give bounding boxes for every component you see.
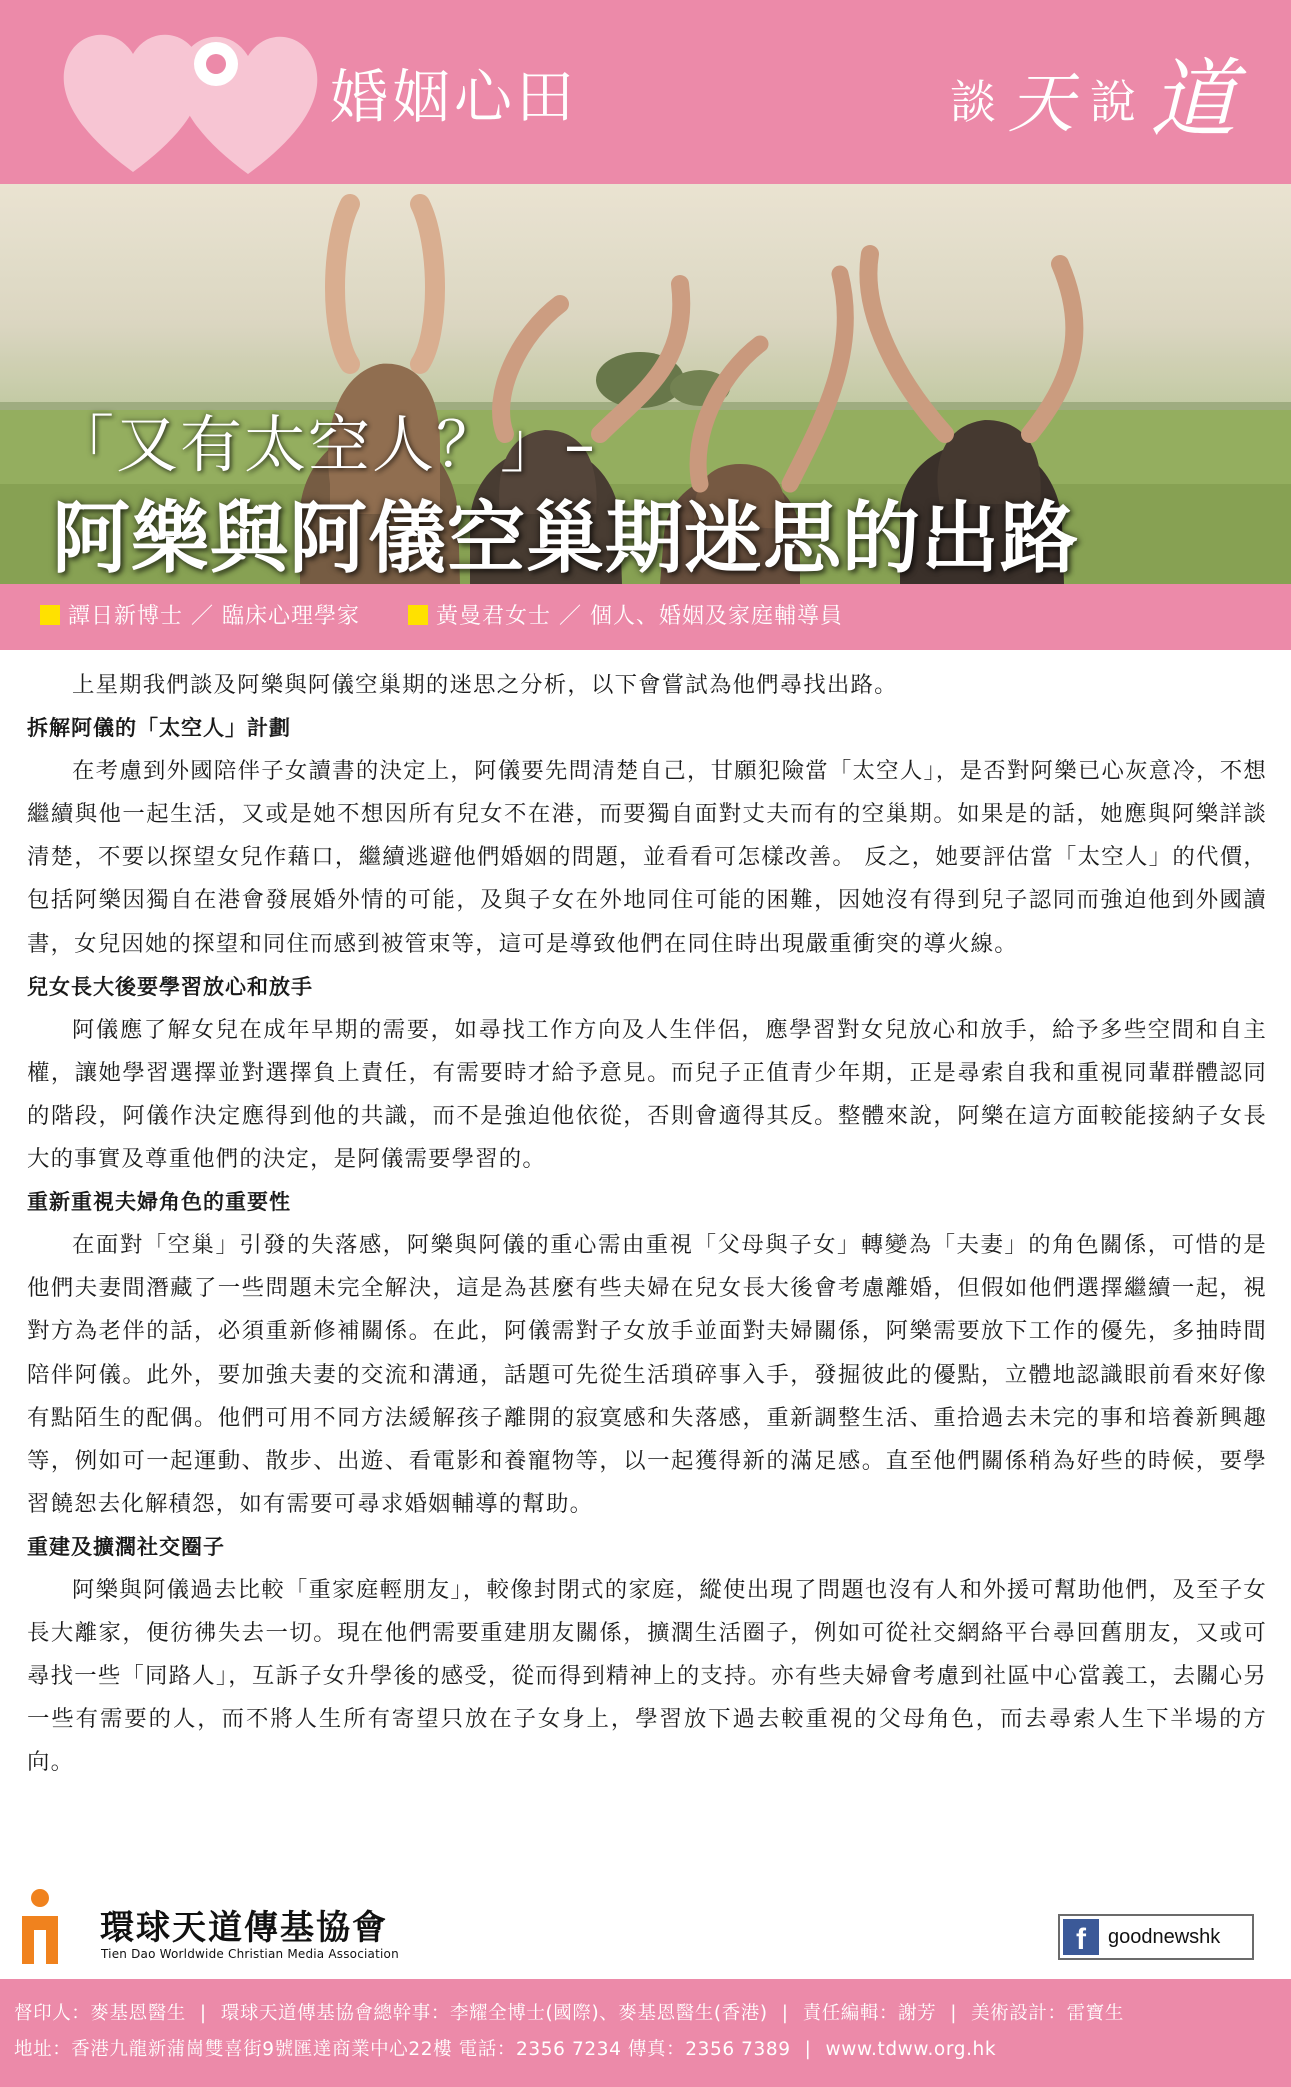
author-marker-icon — [408, 605, 428, 625]
article-intro: 上星期我們談及阿樂與阿儀空巢期的迷思之分析，以下會嘗試為他們尋找出路。 — [72, 672, 898, 698]
column-header — [0, 0, 1291, 184]
footer-editor: 責任編輯：謝芳 — [802, 2003, 937, 2024]
brand-char-2: 天 — [1008, 65, 1074, 142]
author-1 — [40, 584, 360, 650]
facebook-icon: f — [1063, 1919, 1099, 1955]
brand-char-1: 談 — [950, 75, 996, 129]
section-heading-2: 兒女長大後要學習放心和放手 — [27, 974, 313, 999]
author-marker-icon — [40, 605, 60, 625]
section-body-2: 阿儀應了解女兒在成年早期的需要，如尋找工作方向及人生伴侶，應學習對女兒放心和放手，給予多些空間和自主權，讓她學習選擇並對選擇負上責任，有需要時才給予意見。而兒子正值青少年期，正是尋索自我和重視同輩群體認同的階段，阿儀作決定應得到他的共識，而不是強迫他依從，否則會適得其反。整體來說，阿樂在這方面較能接納子女長大的事實及尊重他們的決定，是阿儀需要學習的。 — [27, 1016, 1267, 1173]
section-heading-3: 重新重視夫婦角色的重要性 — [27, 1190, 291, 1215]
hearts-icon — [58, 22, 328, 182]
footer-contact — [14, 2035, 996, 2061]
section-body-1: 在考慮到外國陪伴子女讀書的決定上，阿儀要先問清楚自己，甘願犯險當「太空人」，是否對阿樂已心灰意冷，不想繼續與他一起生活，又或是她不想因所有兒女不在港，而要獨自面對丈夫而有的空巢期。如果是的話，她應與阿樂詳談清楚，不要以探望女兒作藉口，繼續逃避他們婚姻的問題，並看看可怎樣改善。 反之，她要評估當「太空人」的代價，包括阿樂因獨自在港會發展婚外情的可能，及與子女在外地同住可能的困難，因她沒有得到兒子認同而強迫他到外國讀書，女兒因她的探望和同住而感到被管束等，這可是導致他們在同住時出現嚴重衝突的導火線。 — [27, 758, 1267, 957]
section-body-4: 阿樂與阿儀過去比較「重家庭輕朋友」，較像封閉式的家庭，縱使出現了問題也沒有人和外援可幫助他們，及至子女長大離家，便彷彿失去一切。現在他們需要重建朋友關係，擴濶生活圈子，例如可從社交網絡平台尋回舊朋友，又或可尋找一些「同路人」，互訴子女升學後的感受，從而得到精神上的支持。亦有些夫婦會考慮到社區中心當義工，去關心另一些有需要的人，而不將人生所有寄望只放在子女身上，學習放下過去較重視的父母角色，而去尋索人生下半場的方向。 — [27, 1576, 1267, 1776]
article-body — [27, 664, 1267, 1784]
org-name-english: Tien Dao Worldwide Christian Media Association — [101, 1947, 399, 1961]
footer-divider: | — [199, 2003, 207, 2024]
org-logo-icon — [18, 1886, 62, 1966]
hero-photo — [0, 184, 1291, 584]
author-1-text: 譚日新博士 ／ 臨床心理學家 — [68, 604, 360, 629]
org-name: 環球天道傳基協會 — [100, 1908, 388, 1948]
headline-line-1: 「又有太空人？」– — [52, 408, 598, 481]
footer-divider: | — [804, 2039, 812, 2060]
footer-divider: | — [781, 2003, 789, 2024]
brand-logo — [940, 20, 1270, 160]
column-title: 婚姻心田 — [330, 63, 579, 131]
footer-designer: 美術設計：雷寶生 — [971, 2003, 1124, 2024]
facebook-handle: goodnewshk — [1108, 1926, 1221, 1948]
footer-director: 環球天道傳基協會總幹事：李耀全博士(國際)、麥基恩醫生(香港) — [220, 2003, 768, 2024]
brand-char-3: 說 — [1090, 75, 1136, 129]
brand-char-4: 道 — [1150, 50, 1236, 150]
headline-line-2: 阿樂與阿儀空巢期迷思的出路 — [52, 494, 1080, 584]
section-heading-4: 重建及擴濶社交圈子 — [27, 1534, 225, 1559]
footer-credits — [14, 1999, 1124, 2025]
facebook-link[interactable] — [1058, 1914, 1254, 1960]
author-2 — [408, 584, 843, 650]
author-2-text: 黃曼君女士 ／ 個人、婚姻及家庭輔導員 — [436, 604, 843, 629]
footer — [0, 1979, 1291, 2087]
section-heading-1: 拆解阿儀的「太空人」計劃 — [27, 716, 291, 741]
footer-divider: | — [950, 2003, 958, 2024]
footer-address-phone-fax: 地址：香港九龍新蒲崗雙喜街9號匯達商業中心22樓 電話：2356 7234 傳真：2356 7389 — [14, 2039, 791, 2060]
footer-website-link[interactable]: www.tdww.org.hk — [825, 2039, 997, 2060]
footer-publisher: 督印人：麥基恩醫生 — [14, 2003, 186, 2024]
section-body-3: 在面對「空巢」引發的失落感，阿樂與阿儀的重心需由重視「父母與子女」轉變為「夫妻」的角色關係，可惜的是他們夫妻間潛藏了一些問題未完全解決，這是為甚麼有些夫婦在兒女長大後會考慮離婚，但假如他們選擇繼續一起，視對方為老伴的話，必須重新修補關係。在此，阿儀需對子女放手並面對夫婦關係，阿樂需要放下工作的優先，多抽時間陪伴阿儀。此外，要加強夫妻的交流和溝通，話題可先從生活瑣碎事入手，發掘彼此的優點，立體地認識眼前看來好像有點陌生的配偶。他們可用不同方法緩解孩子離開的寂寞感和失落感，重新調整生活、重拾過去未完的事和培養新興趣等，例如可一起運動、散步、出遊、看電影和養寵物等，以一起獲得新的滿足感。直至他們關係稍為好些的時候，要學習饒恕去化解積怨，如有需要可尋求婚姻輔導的幫助。 — [27, 1232, 1267, 1517]
author-strip — [0, 584, 1291, 650]
